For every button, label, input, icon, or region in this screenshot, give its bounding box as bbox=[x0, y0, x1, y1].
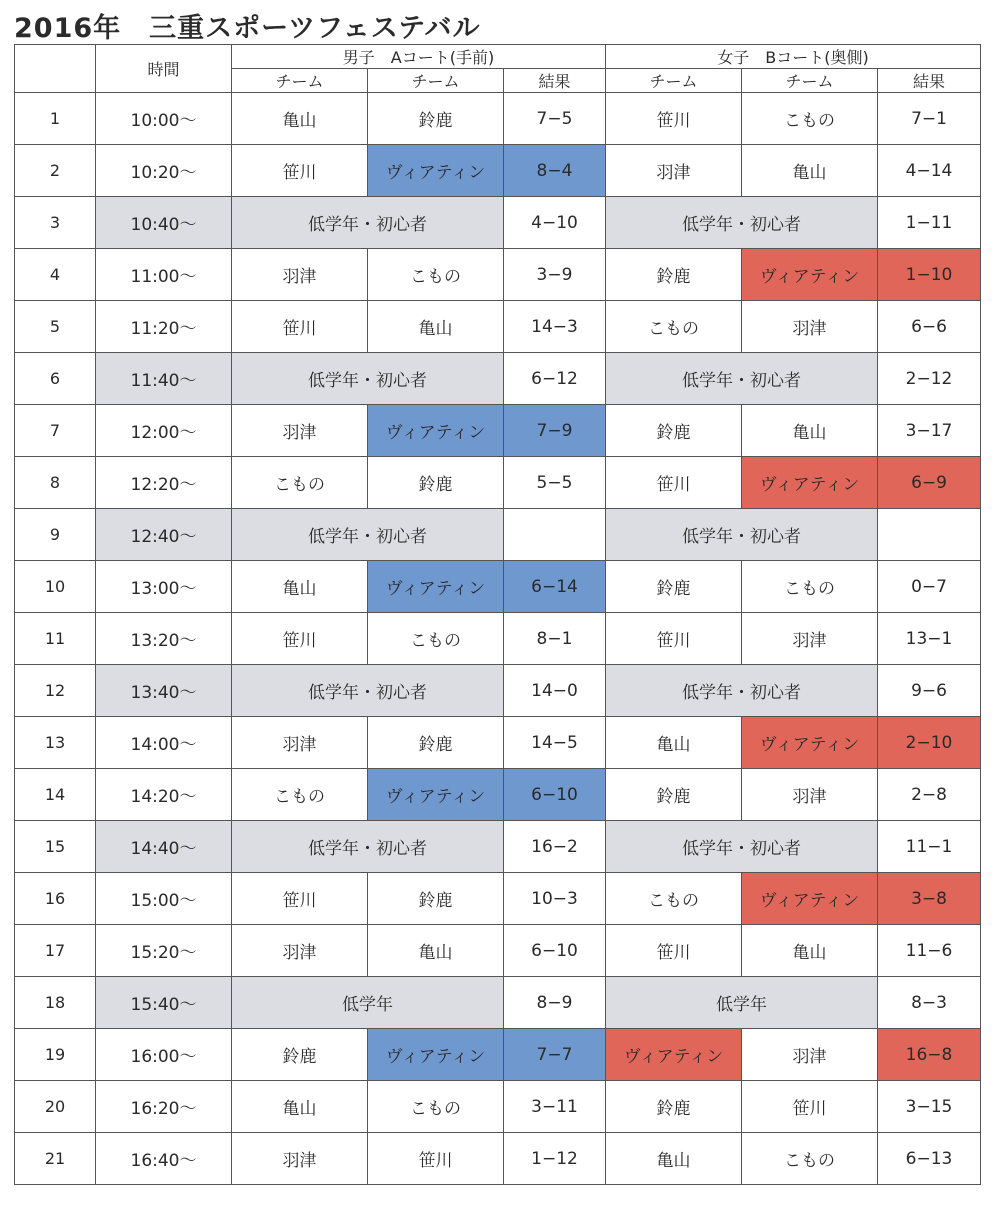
boys-team2: 亀山 bbox=[368, 925, 504, 977]
girls-team1: こもの bbox=[606, 301, 742, 353]
girls-team2: こもの bbox=[742, 93, 878, 145]
boys-result bbox=[504, 509, 606, 561]
boys-result: 6−12 bbox=[504, 353, 606, 405]
girls-team1: 鈴鹿 bbox=[606, 249, 742, 301]
table-row bbox=[15, 301, 981, 353]
girls-team1: ヴィアティン bbox=[606, 1029, 742, 1081]
girls-result: 0−7 bbox=[878, 561, 981, 613]
match-time: 13:20〜 bbox=[96, 613, 232, 665]
match-time: 11:20〜 bbox=[96, 301, 232, 353]
girls-result: 9−6 bbox=[878, 665, 981, 717]
girls-team1: 鈴鹿 bbox=[606, 405, 742, 457]
boys-team2: ヴィアティン bbox=[368, 405, 504, 457]
match-number: 13 bbox=[15, 717, 96, 769]
match-time: 16:00〜 bbox=[96, 1029, 232, 1081]
match-number: 5 bbox=[15, 301, 96, 353]
boys-team1: 亀山 bbox=[232, 1081, 368, 1133]
boys-result: 8−1 bbox=[504, 613, 606, 665]
girls-team1: こもの bbox=[606, 873, 742, 925]
match-time: 14:00〜 bbox=[96, 717, 232, 769]
girls-team2: 亀山 bbox=[742, 405, 878, 457]
match-time: 10:20〜 bbox=[96, 145, 232, 197]
girls-team1: 鈴鹿 bbox=[606, 769, 742, 821]
boys-team1: 羽津 bbox=[232, 249, 368, 301]
girls-result: 11−6 bbox=[878, 925, 981, 977]
table-row bbox=[15, 93, 981, 145]
table-row bbox=[15, 769, 981, 821]
girls-team2: 亀山 bbox=[742, 925, 878, 977]
girls-team2: こもの bbox=[742, 1133, 878, 1185]
header-time: 時間 bbox=[96, 45, 232, 93]
girls-team2: こもの bbox=[742, 561, 878, 613]
boys-team2: 鈴鹿 bbox=[368, 93, 504, 145]
girls-junior-match: 低学年・初心者 bbox=[606, 509, 878, 561]
table-row bbox=[15, 405, 981, 457]
boys-team2: ヴィアティン bbox=[368, 769, 504, 821]
schedule-table bbox=[14, 44, 981, 1185]
girls-result: 3−8 bbox=[878, 873, 981, 925]
boys-team2: こもの bbox=[368, 249, 504, 301]
match-time: 14:20〜 bbox=[96, 769, 232, 821]
match-number: 21 bbox=[15, 1133, 96, 1185]
boys-team1: 笹川 bbox=[232, 301, 368, 353]
match-number: 15 bbox=[15, 821, 96, 873]
table-row bbox=[15, 821, 981, 873]
match-time: 10:40〜 bbox=[96, 197, 232, 249]
table-row bbox=[15, 1029, 981, 1081]
boys-team1: 笹川 bbox=[232, 145, 368, 197]
boys-result: 14−5 bbox=[504, 717, 606, 769]
boys-junior-match: 低学年・初心者 bbox=[232, 821, 504, 873]
table-row bbox=[15, 925, 981, 977]
match-number: 17 bbox=[15, 925, 96, 977]
girls-junior-match: 低学年・初心者 bbox=[606, 821, 878, 873]
match-number: 9 bbox=[15, 509, 96, 561]
match-number: 6 bbox=[15, 353, 96, 405]
girls-team1: 笹川 bbox=[606, 457, 742, 509]
match-time: 11:00〜 bbox=[96, 249, 232, 301]
girls-junior-match: 低学年・初心者 bbox=[606, 197, 878, 249]
boys-team2: こもの bbox=[368, 1081, 504, 1133]
girls-team2: ヴィアティン bbox=[742, 717, 878, 769]
match-number: 20 bbox=[15, 1081, 96, 1133]
table-row bbox=[15, 561, 981, 613]
match-time: 15:20〜 bbox=[96, 925, 232, 977]
boys-result: 6−14 bbox=[504, 561, 606, 613]
table-row bbox=[15, 353, 981, 405]
match-time: 16:20〜 bbox=[96, 1081, 232, 1133]
match-time: 11:40〜 bbox=[96, 353, 232, 405]
girls-result: 13−1 bbox=[878, 613, 981, 665]
boys-result: 8−9 bbox=[504, 977, 606, 1029]
boys-team2: 笹川 bbox=[368, 1133, 504, 1185]
match-number: 11 bbox=[15, 613, 96, 665]
header-boys-team1: チーム bbox=[232, 69, 368, 93]
girls-result: 16−8 bbox=[878, 1029, 981, 1081]
girls-team2: ヴィアティン bbox=[742, 457, 878, 509]
boys-team2: 鈴鹿 bbox=[368, 873, 504, 925]
girls-team1: 鈴鹿 bbox=[606, 1081, 742, 1133]
match-time: 12:20〜 bbox=[96, 457, 232, 509]
table-row bbox=[15, 509, 981, 561]
girls-result: 3−15 bbox=[878, 1081, 981, 1133]
girls-team1: 羽津 bbox=[606, 145, 742, 197]
boys-team2: こもの bbox=[368, 613, 504, 665]
boys-result: 3−9 bbox=[504, 249, 606, 301]
girls-result: 2−8 bbox=[878, 769, 981, 821]
match-time: 15:40〜 bbox=[96, 977, 232, 1029]
table-row bbox=[15, 873, 981, 925]
boys-result: 7−5 bbox=[504, 93, 606, 145]
girls-result: 2−12 bbox=[878, 353, 981, 405]
table-row bbox=[15, 197, 981, 249]
table-row bbox=[15, 249, 981, 301]
match-number: 1 bbox=[15, 93, 96, 145]
boys-result: 6−10 bbox=[504, 925, 606, 977]
match-number: 2 bbox=[15, 145, 96, 197]
header-boys-team2: チーム bbox=[368, 69, 504, 93]
table-row bbox=[15, 717, 981, 769]
table-row bbox=[15, 1133, 981, 1185]
match-number: 19 bbox=[15, 1029, 96, 1081]
header-boys-result: 結果 bbox=[504, 69, 606, 93]
page-title: 2016年 三重スポーツフェステバル bbox=[14, 13, 481, 44]
girls-result: 6−13 bbox=[878, 1133, 981, 1185]
match-time: 13:40〜 bbox=[96, 665, 232, 717]
boys-result: 16−2 bbox=[504, 821, 606, 873]
header-girls-team1: チーム bbox=[606, 69, 742, 93]
boys-result: 1−12 bbox=[504, 1133, 606, 1185]
girls-junior-match: 低学年・初心者 bbox=[606, 665, 878, 717]
boys-team1: こもの bbox=[232, 769, 368, 821]
boys-team2: 鈴鹿 bbox=[368, 457, 504, 509]
boys-team1: こもの bbox=[232, 457, 368, 509]
girls-team1: 亀山 bbox=[606, 1133, 742, 1185]
header-girls-court: 女子 Bコート(奥側) bbox=[606, 45, 981, 69]
boys-team1: 羽津 bbox=[232, 717, 368, 769]
match-number: 14 bbox=[15, 769, 96, 821]
boys-team2: ヴィアティン bbox=[368, 145, 504, 197]
header-girls-team2: チーム bbox=[742, 69, 878, 93]
match-number: 18 bbox=[15, 977, 96, 1029]
girls-result: 1−11 bbox=[878, 197, 981, 249]
match-number: 12 bbox=[15, 665, 96, 717]
boys-team2: ヴィアティン bbox=[368, 561, 504, 613]
girls-junior-match: 低学年 bbox=[606, 977, 878, 1029]
girls-team1: 笹川 bbox=[606, 613, 742, 665]
table-row bbox=[15, 457, 981, 509]
match-number: 4 bbox=[15, 249, 96, 301]
boys-team1: 鈴鹿 bbox=[232, 1029, 368, 1081]
boys-junior-match: 低学年 bbox=[232, 977, 504, 1029]
table-row bbox=[15, 613, 981, 665]
boys-team2: 鈴鹿 bbox=[368, 717, 504, 769]
table-row bbox=[15, 1081, 981, 1133]
boys-team1: 笹川 bbox=[232, 613, 368, 665]
girls-team2: 羽津 bbox=[742, 769, 878, 821]
boys-result: 7−7 bbox=[504, 1029, 606, 1081]
boys-team2: 亀山 bbox=[368, 301, 504, 353]
boys-result: 10−3 bbox=[504, 873, 606, 925]
boys-result: 4−10 bbox=[504, 197, 606, 249]
girls-result: 3−17 bbox=[878, 405, 981, 457]
boys-junior-match: 低学年・初心者 bbox=[232, 197, 504, 249]
girls-team2: 笹川 bbox=[742, 1081, 878, 1133]
boys-result: 5−5 bbox=[504, 457, 606, 509]
header-boys-court: 男子 Aコート(手前) bbox=[232, 45, 606, 69]
match-number: 7 bbox=[15, 405, 96, 457]
girls-team2: ヴィアティン bbox=[742, 249, 878, 301]
boys-team1: 羽津 bbox=[232, 405, 368, 457]
match-number: 3 bbox=[15, 197, 96, 249]
girls-result: 11−1 bbox=[878, 821, 981, 873]
boys-team1: 羽津 bbox=[232, 1133, 368, 1185]
boys-result: 14−0 bbox=[504, 665, 606, 717]
header-girls-result: 結果 bbox=[878, 69, 981, 93]
match-time: 16:40〜 bbox=[96, 1133, 232, 1185]
girls-team2: 亀山 bbox=[742, 145, 878, 197]
table-row bbox=[15, 977, 981, 1029]
girls-result: 6−9 bbox=[878, 457, 981, 509]
girls-result: 2−10 bbox=[878, 717, 981, 769]
match-number: 10 bbox=[15, 561, 96, 613]
girls-result: 6−6 bbox=[878, 301, 981, 353]
girls-result: 1−10 bbox=[878, 249, 981, 301]
match-time: 14:40〜 bbox=[96, 821, 232, 873]
girls-team1: 笹川 bbox=[606, 93, 742, 145]
girls-junior-match: 低学年・初心者 bbox=[606, 353, 878, 405]
girls-team1: 鈴鹿 bbox=[606, 561, 742, 613]
boys-junior-match: 低学年・初心者 bbox=[232, 509, 504, 561]
boys-team1: 笹川 bbox=[232, 873, 368, 925]
boys-result: 6−10 bbox=[504, 769, 606, 821]
boys-team1: 亀山 bbox=[232, 561, 368, 613]
boys-result: 14−3 bbox=[504, 301, 606, 353]
match-time: 13:00〜 bbox=[96, 561, 232, 613]
girls-team1: 笹川 bbox=[606, 925, 742, 977]
match-time: 12:00〜 bbox=[96, 405, 232, 457]
table-row bbox=[15, 665, 981, 717]
match-time: 15:00〜 bbox=[96, 873, 232, 925]
boys-team2: ヴィアティン bbox=[368, 1029, 504, 1081]
girls-team1: 亀山 bbox=[606, 717, 742, 769]
match-number: 8 bbox=[15, 457, 96, 509]
girls-team2: 羽津 bbox=[742, 1029, 878, 1081]
boys-result: 7−9 bbox=[504, 405, 606, 457]
boys-junior-match: 低学年・初心者 bbox=[232, 353, 504, 405]
girls-result: 4−14 bbox=[878, 145, 981, 197]
girls-result: 7−1 bbox=[878, 93, 981, 145]
match-time: 10:00〜 bbox=[96, 93, 232, 145]
boys-result: 3−11 bbox=[504, 1081, 606, 1133]
girls-team2: 羽津 bbox=[742, 613, 878, 665]
girls-team2: 羽津 bbox=[742, 301, 878, 353]
header-no bbox=[15, 45, 96, 93]
boys-team1: 亀山 bbox=[232, 93, 368, 145]
girls-result bbox=[878, 509, 981, 561]
boys-team1: 羽津 bbox=[232, 925, 368, 977]
girls-team2: ヴィアティン bbox=[742, 873, 878, 925]
boys-result: 8−4 bbox=[504, 145, 606, 197]
girls-result: 8−3 bbox=[878, 977, 981, 1029]
match-number: 16 bbox=[15, 873, 96, 925]
boys-junior-match: 低学年・初心者 bbox=[232, 665, 504, 717]
table-row bbox=[15, 145, 981, 197]
match-time: 12:40〜 bbox=[96, 509, 232, 561]
